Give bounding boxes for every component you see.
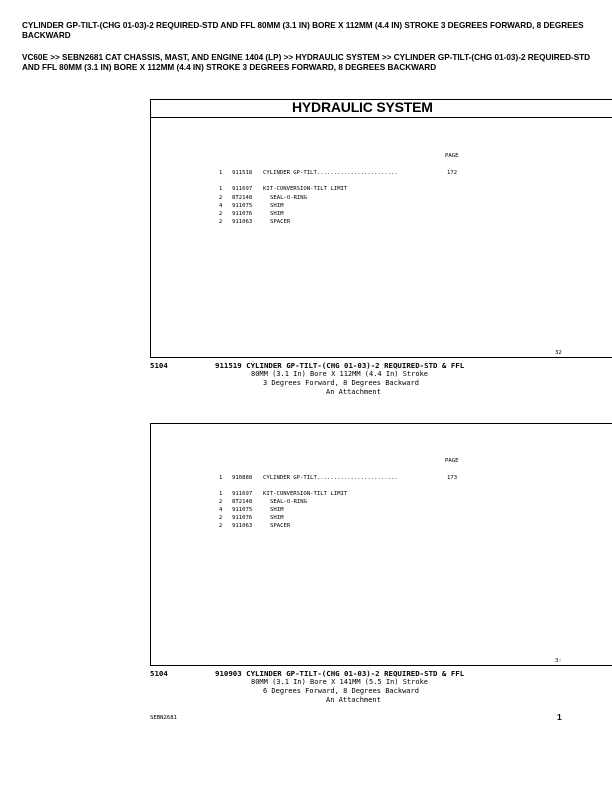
page-column-label: PAGE [445, 153, 459, 159]
part-number-link[interactable]: 911063 [232, 523, 253, 529]
caption-line: 910903 CYLINDER GP-TILT-(CHG 01-03)-2 REQUIRED-STD & FFL [215, 669, 465, 678]
qty: 2 [219, 499, 223, 505]
part-number-link[interactable]: 911075 [232, 507, 253, 513]
page-column-label: PAGE [445, 458, 459, 464]
breadcrumb: VC60E >> SEBN2681 CAT CHASSIS, MAST, AND ENGINE 1404 (LP) >> HYDRAULIC SYSTEM >> CYLINDER GP-TILT-(CHG 01-03)-2 REQUIRED-STD AND FFL 80MM (3.1 IN) BORE X 112MM (4.4 IN) STROKE 3 DEGREES FORWARD, 8 DEGREES BACKWARD [22, 53, 591, 73]
part-description: SHIM [270, 515, 284, 521]
caption-line: 6 Degrees Forward, 8 Degrees Backward [263, 687, 419, 695]
parts-panel-2 [150, 423, 612, 666]
caption-line: 911519 CYLINDER GP-TILT-(CHG 01-03)-2 REQUIRED-STD & FFL [215, 361, 465, 370]
qty: 4 [219, 507, 223, 513]
part-number-link[interactable]: 911518 [232, 170, 253, 176]
section-title-rule [150, 117, 612, 118]
qty: 2 [219, 523, 223, 529]
part-number-link[interactable]: 910888 [232, 475, 253, 481]
part-number-link[interactable]: 8T2148 [232, 195, 253, 201]
section-code: 5104 [150, 669, 168, 678]
page-reference: 172 [447, 170, 458, 176]
part-description: CYLINDER GP-TILT........................ [263, 475, 398, 481]
document-id: SEBN2681 [150, 715, 177, 721]
qty: 1 [219, 475, 223, 481]
part-description: SPACER [270, 523, 291, 529]
panel-2-bottom-rule [150, 665, 612, 666]
section-title: HYDRAULIC SYSTEM [292, 99, 433, 115]
part-number-link[interactable]: 8T2148 [232, 499, 253, 505]
part-description: SPACER [270, 219, 291, 225]
part-description: KIT-CONVERSION-TILT LIMIT [263, 491, 348, 497]
part-description: SEAL-O-RING [270, 195, 308, 201]
caption-line: An Attachment [326, 696, 381, 704]
part-number-link[interactable]: 911076 [232, 211, 253, 217]
part-description: SHIM [270, 507, 284, 513]
qty: 1 [219, 491, 223, 497]
page-reference: 173 [447, 475, 458, 481]
part-number-link[interactable]: 911697 [232, 186, 253, 192]
qty: 2 [219, 195, 223, 201]
panel-1-bottom-rule [150, 357, 612, 358]
part-description: SHIM [270, 203, 284, 209]
part-number-link[interactable]: 911076 [232, 515, 253, 521]
qty: 1 [219, 170, 223, 176]
corner-mark: 3: [555, 658, 562, 664]
section-code: 5104 [150, 361, 168, 370]
part-description: SHIM [270, 211, 284, 217]
caption-line: 3 Degrees Forward, 8 Degrees Backward [263, 379, 419, 387]
part-description: CYLINDER GP-TILT........................ [263, 170, 398, 176]
part-description: SEAL-O-RING [270, 499, 308, 505]
part-number-link[interactable]: 911075 [232, 203, 253, 209]
caption-line: 80MM (3.1 In) Bore X 112MM (4.4 In) Stroke [251, 370, 429, 378]
qty: 1 [219, 186, 223, 192]
caption-line: 80MM (3.1 In) Bore X 141MM (5.5 In) Stroke [251, 678, 429, 686]
part-number-link[interactable]: 911063 [232, 219, 253, 225]
qty: 4 [219, 203, 223, 209]
qty: 2 [219, 219, 223, 225]
part-description: KIT-CONVERSION-TILT LIMIT [263, 186, 348, 192]
corner-mark: 32 [555, 350, 562, 356]
caption-line: An Attachment [326, 388, 381, 396]
qty: 2 [219, 515, 223, 521]
part-number-link[interactable]: 911697 [232, 491, 253, 497]
parts-panel-1 [150, 99, 612, 358]
page-number: 1 [557, 712, 562, 722]
qty: 2 [219, 211, 223, 217]
document-title: CYLINDER GP-TILT-(CHG 01-03)-2 REQUIRED-STD AND FFL 80MM (3.1 IN) BORE X 112MM (4.4 IN) STROKE 3 DEGREES FORWARD, 8 DEGREES BACKWARD [22, 21, 584, 41]
